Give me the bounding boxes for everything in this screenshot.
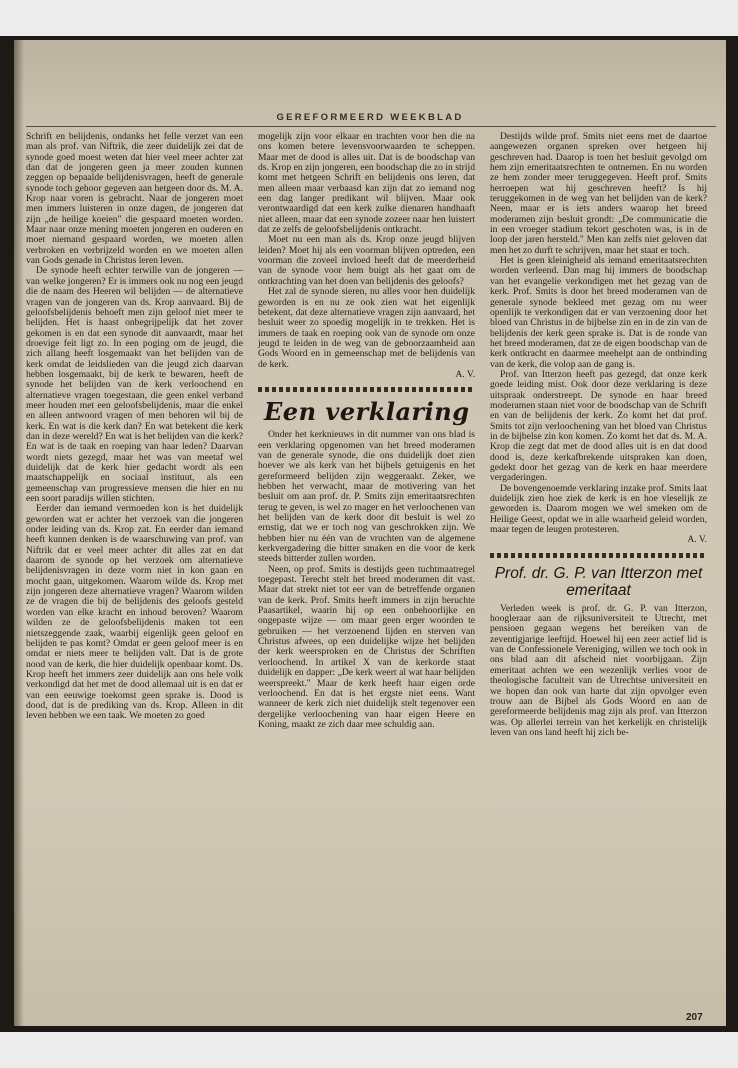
article2-paragraph: Onder het kerknieuws in dit nummer van ons blad is een verklaring opgenomen van het breed moderamen van de generale synode, die ons duidelijk doet zien hoever we als kerk van het bijbels getuigenis en het gereformeerd belijden zijn weggeraakt. Zeker, we hebben het verwacht, maar de motivering van het besluit om aan prof. dr. P. Smits zijn emeritaatsrechten terug te geven, is wel zo mager en het verloochenen van het belijden van de kerk door dit besluit is wel zo ernstig, dat we er toch nog van geschrokken zijn. We hebben hier nu één van de vruchten van de algemene kerkvergadering die bitter smaken en die voor de kerk steeds bitterder zullen worden. [258,429,475,565]
col2-paragraph: Moet nu een man als ds. Krop onze jeugd blijven leiden? Moet hij als een voorman blijven optreden, een voorman die zoveel invloed heeft dat de meerderheid van de synode voor hem buigt als het gaat om de ontkrachting van het doen van belijdenis des geloofs? [258,234,475,287]
column-3 [490,132,707,738]
header-rule [26,126,716,127]
magazine-page [14,40,726,1026]
column-2 [258,132,475,730]
decorative-separator [258,384,475,395]
decorative-separator [490,550,707,561]
col3-paragraph: Prof. van Itterzon heeft pas gezegd, dat onze kerk goede leiding mist. Ook door deze verklaring is deze uitspraak onderstreept. De synode en haar breed moderamen staan niet voor de boodschap van de Schrift en van de belijdenis der kerk. Zo komt het dat prof. Smits tot zijn verloochening van het bloed van Christus in de bijbelse zin kon komen. Zo komt het dat ds. M. A. Krop die zegt dat met de dood alles uit is en dat dood dood is, deze kerkafbrekende uitspraken kan doen, gedekt door het gezag van de kerk en haar meerdere vergaderingen. [490,368,707,484]
article3-paragraph: Verleden week is prof. dr. G. P. van Itterzon, hoogleraar aan de rijksuniversiteit te Utrecht, met pensioen gegaan wegens het bereiken van de zeventigjarige leeftijd. Hoewel hij een zeer actief lid is van de Confessionele Vereniging, willen we toch ook in ons blad aan dit afscheid niet voorbijgaan. Zijn emeritaat achten we een wezenlijk verlies voor de theologische faculteit van de Utrechtse universiteit en we hopen dan ook van harte dat zijn opvolger even trouw aan de Bijbel als Gods Woord en aan de gereformeerde belijdenis mag zijn als prof. van Itterzon was. Op allerlei terrein van het kerkelijk en christelijk leven van ons land heeft hij zich be- [490,602,707,738]
article-title-itterzon: Prof. dr. G. P. van Itterzon met emeritaat [494,564,703,599]
article-signature: A. V. [687,534,707,546]
col2-paragraph: mogelijk zijn voor elkaar en trachten voor hen die na ons komen betere levensvoorwaarden te scheppen. Maar met de dood is alles uit. Dat is de boodschap van ds. Krop en zijn jongeren, een boodschap die zo in strijd komt met hetgeen Schrift en belijdenis ons leren, dat men alleen maar verbaasd kan zijn dat zo iemand nog een dag langer predikant wil blijven. Maar ook verontwaardigd dat een kerk zulke dienaren handhaaft niet alleen, maar dat een synode zozeer naar hen luistert dat ze zelfs de geloofsbelijdenis ontkracht. [258,131,475,236]
scan-bottom-margin [0,1032,738,1068]
article-title-verklaring: Een verklaring [264,397,470,427]
scan-top-margin [0,0,738,36]
page-binding-shadow [14,40,24,1026]
col2-paragraph: Het zal de synode sieren, nu alles voor hen duidelijk geworden is en nu ze ook zien wat het eigenlijk betekent, dat deze alternatieve vragen zijn aanvaard, het besluit weer zo spoedig mogelijk in te trekken. Het is immers de taak en roeping ook van de synode om onze jeugd te leiden in de weg van de geboorzaamheid aan Gods Woord en in gemeenschap met de belijdenis van de kerk. [258,286,475,370]
col3-paragraph: Het is geen kleinigheid als iemand emeritaatsrechten worden verleend. Dan mag hij immers de boodschap van het evangelie verkondigen met het gezag van de kerk. Prof. Smits is door het breed moderamen van de generale synode bekleed met gezag om nu weer openlijk te verkondigen dat er van verzoening door het bloed van Christus in de bijbelse zin en in de zin van de belijdenis der kerk geen sprake is. Dat is de ronde van het breed moderamen, dat ze de eigen boodschap van de kerk ontkracht en daarmee meehelpt aan de ontbinding van de kerk, die volop aan de gang is. [490,255,707,370]
article-signature: A. V. [455,368,475,380]
col1-paragraph: Eerder dan iemand vermoeden kon is het duidelijk geworden wat er achter het verzoek van die jongeren onder leiding van ds. Krop zat. En eerder dan iemand heeft kunnen denken is de waarschuwing van prof. van Niftrik dat er veel meer achter dit alles zat en dat daarom de synode op het verzoek om alternatieve belijdenisvragen in deze vorm niet in kon gaan en mocht gaan, uitgekomen. Waarom wilde ds. Krop met zijn jongeren deze alternatieve vragen? Waarom wilden ze de vragen die bij de belijdenis des geloofs gesteld worden van elke kracht en inhoud beroven? Waarom wilden ze de geloofsbelijdenis maken tot een nietszeggende zaak, waarbij eigenlijk geen geloof en belijden te pas komt? Omdat er geen geloof meer is en omdat er niets meer te belijden valt. Dat is de grote nood van de kerk, die hier duidelijk openbaar komt. Ds. Krop heeft het immers zeer duidelijk aan ons hele volk verkondigd dat het met de dood allemaal uit is en dat er van een eeuwige toekomst geen sprake is. Dood is dood, dat is de prediking van ds. Krop. Alleen in dit leven hebben we een taak. We moeten zo goed [26,503,243,722]
column-1 [26,132,243,722]
article2-paragraph: Neen, op prof. Smits is destijds geen tuchtmaatregel toegepast. Terecht stelt het breed moderamen dit vast. Maar dat strekt niet tot eer van de betreffende organen van de kerk. Prof. Smits heeft immers in zijn beruchte Paasartikel, waarin hij op een onbehoorlijke en ongepaste wijze — om maar geen erger woorden te gebruiken — het verzoenend lijden en sterven van Christus afwees, op een duidelijke wijze het belijden der kerk weersproken en de Christus der Schriften verloochend. In artikel X van de kerkorde staat duidelijk en dapper: „De kerk weert al wat haar belijden weerspreekt." Maar de kerk heeft haar eigen orde verloochend. En dat is het ergste niet eens. Want wanneer de kerk zich niet duidelijk stelt tegenover een dergelijke verloochening van haar eigen Heere en Koning, maakt ze zich daar mee schuldig aan. [258,563,475,730]
col1-paragraph: Schrift en belijdenis, ondanks het felle verzet van een man als prof. van Niftrik, die zeer duidelijk zei dat de synode goed moest weten dat hier veel meer achter zat dan dat de jongeren geen ja meer zouden kunnen zeggen op bepaalde belijdenisvragen, heeft de generale synode toch gehoor gegeven aan hetgeen door ds. M. A. Krop naar voren is gebracht. Naar de jongeren moet men immers luisteren in onze dagen, de jongeren dat zijn „de heilige koeien" die gespaard moeten worden. Maar naar onze mening moeten jongeren en ouderen en moet niemand gespaard worden, we moeten allen verbroken en verbrijzeld worden en we moeten allen van Gods genade in Christus leren leven. [26,131,243,267]
col3-paragraph: De bovengenoemde verklaring inzake prof. Smits laat duidelijk zien hoe ziek de kerk is en hoe vleselijk ze geworden is. Daarom mogen we wel smeken om de Heilige Geest, opdat we in alle waarheid geleid worden, maar tegen de leugen protesteren. [490,482,707,536]
running-header: GEREFORMEERD WEEKBLAD [276,112,464,123]
col1-paragraph: De synode heeft echter terwille van de jongeren — van welke jongeren? Er is immers ook nu nog een jeugd die de naam des Heeren wil belijden — de alternatieve vragen van de jongeren van ds. Krop aanvaard. Bij de geloofsbelijdenis behoeft men zijn geloof niet meer te belijden. Het is haast onbegrijpelijk dat het zover gekomen is en dat een synode dit aanvaardt, maar het droevige feit ligt zo. In een poging om de jeugd, die zich allang heeft losgemaakt van het belijden van de kerk omdat de leidslieden van die jeugd zich daarvan hebben losgemaakt, bij de kerk te bewaren, heeft de synode het belijden van de kerk verloochend en alternatieve vragen toegestaan, die geen enkel verband meer houden met een geloofsbelijdenis, maar die enkel en alleen antwoord vragen of men behoren wil bij de kerk. En wat is die kerk dan? En wat betekent die kerk dan in deze wereld? En wat is het belijden van die kerk? En wat is de taak en roeping van haar leden? Daarvan wordt niets gezegd, maar het was van meetaf wel duidelijk dat de kerk hier gedacht wordt als een maatschappelijk en sociaal instituut, als een gemeenschap van progressieve mensen die hier en nu een soort paradijs willen stichten. [26,265,243,505]
col3-paragraph: Destijds wilde prof. Smits niet eens met de daartoe aangewezen organen spreken over hetgeen hij geschreven had. Daarop is toen het besluit gevolgd om hem zijn emeritaatsrechten te ontnemen. En nu worden ze hem zonder meer teruggegeven. Heeft prof. Smits herroepen wat hij geschreven heeft? Is hij teruggekomen in de weg van het belijden van de kerk? Neen, maar er is iets anders waarop het breed moderamen zijn besluit grondt: „De communicatie die in een vroeger stadium tekort geschoten was, is in de loop der jaren hersteld." Men kan zelfs niet geloven dat men het zo durft te schrijven, maar het staat er toch. [490,131,707,256]
page-number: 207 [686,1012,703,1023]
